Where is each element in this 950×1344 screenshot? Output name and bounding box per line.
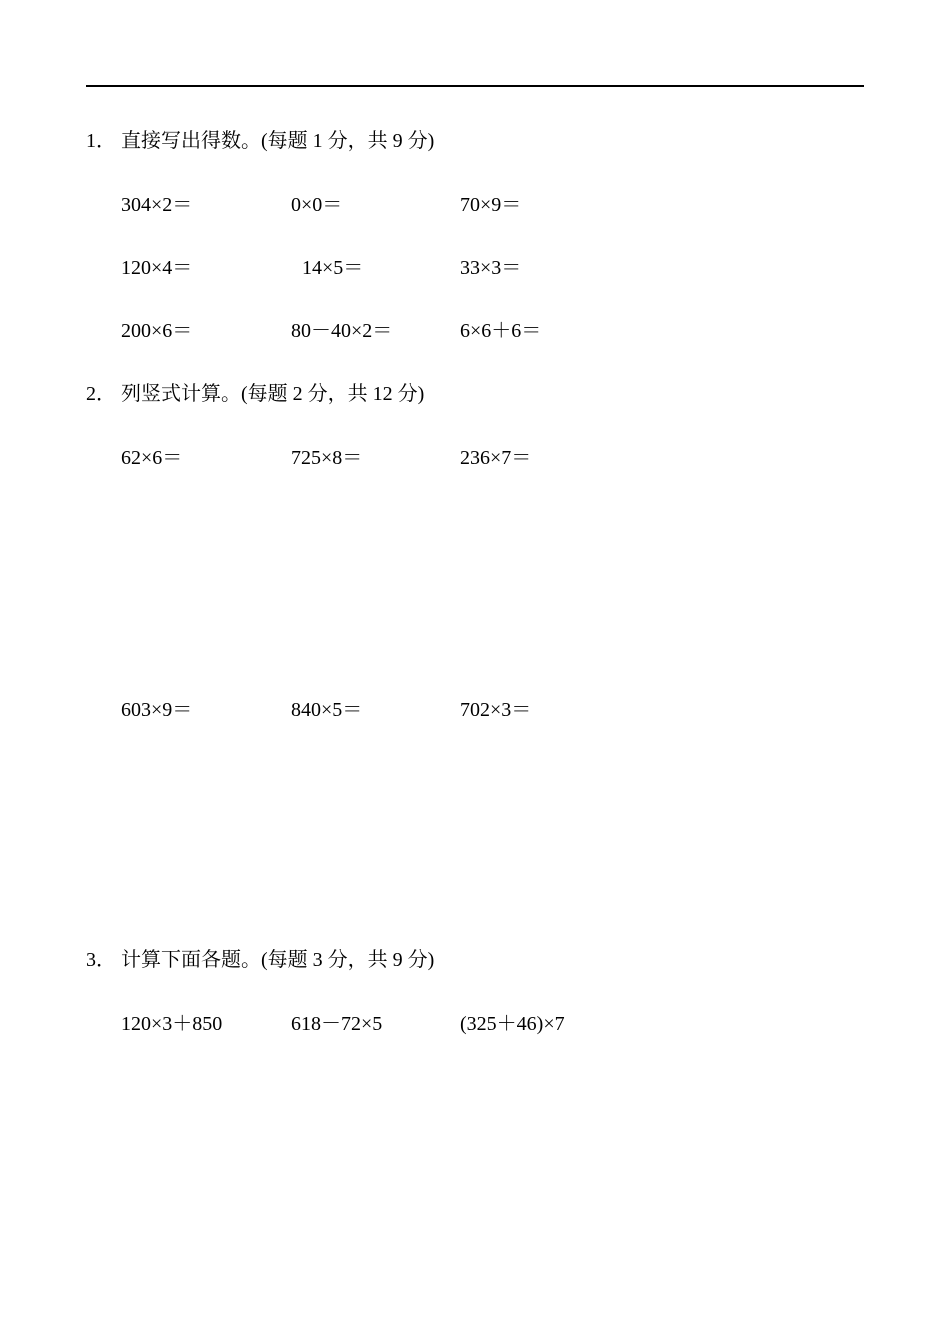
section-2-heading — [86, 382, 424, 406]
problem-1-3: 70×9＝ — [460, 194, 522, 216]
problem-3-3: (325＋46)×7 — [460, 1013, 565, 1035]
problem-1-6: 33×3＝ — [460, 257, 522, 279]
problem-2-6: 702×3＝ — [460, 699, 532, 721]
problem-2-1: 62×6＝ — [121, 447, 183, 469]
section-3-number: 3． — [86, 949, 116, 971]
header-rule — [86, 85, 864, 87]
problem-2-3: 236×7＝ — [460, 447, 532, 469]
section-2-title: 列竖式计算。(每题 2 分，共 12 分) — [121, 383, 425, 405]
problem-3-1: 120×3＋850 — [121, 1013, 223, 1035]
problem-1-8: 80－40×2＝ — [291, 320, 393, 342]
problem-1-1: 304×2＝ — [121, 194, 193, 216]
problem-2-4: 603×9＝ — [121, 699, 193, 721]
problem-1-9: 6×6＋6＝ — [460, 320, 542, 342]
problem-1-4: 120×4＝ — [121, 257, 193, 279]
section-1-title: 直接写出得数。(每题 1 分，共 9 分) — [121, 130, 435, 152]
problem-1-2: 0×0＝ — [291, 194, 343, 216]
problem-2-2: 725×8＝ — [291, 447, 363, 469]
problem-1-7: 200×6＝ — [121, 320, 193, 342]
problem-1-5: 14×5＝ — [302, 257, 364, 279]
problem-2-5: 840×5＝ — [291, 699, 363, 721]
section-3-heading — [86, 948, 434, 972]
section-1-number: 1． — [86, 130, 116, 152]
section-1-heading — [86, 129, 434, 153]
section-3-title: 计算下面各题。(每题 3 分，共 9 分) — [121, 949, 435, 971]
section-2-number: 2． — [86, 383, 116, 405]
problem-3-2: 618－72×5 — [291, 1013, 383, 1035]
